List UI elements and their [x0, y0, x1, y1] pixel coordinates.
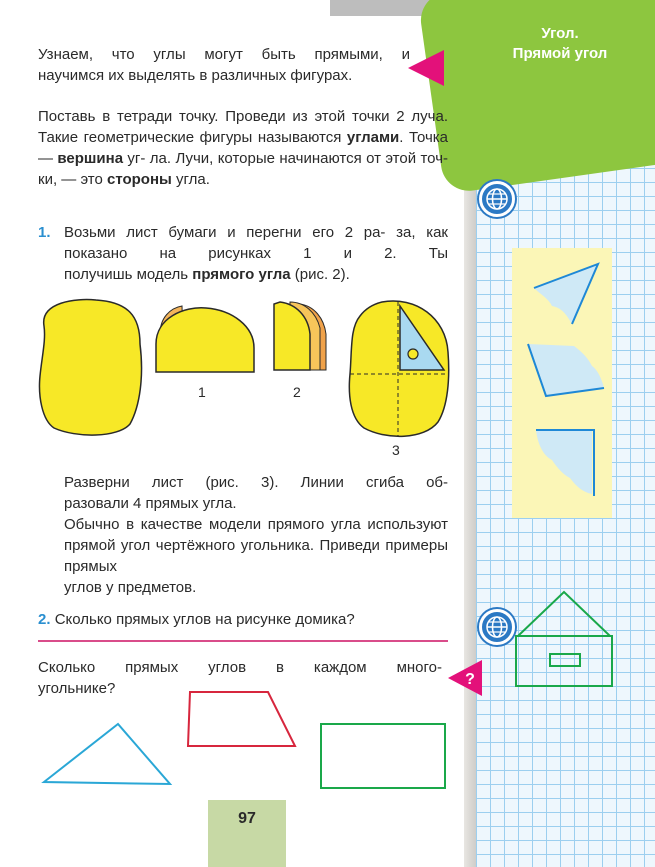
task1-text: Возьми лист бумаги и перегни его 2 ра- за, как показано на рисунках 1 и 2. Ты получишь модель прямого угла (рис. 2).: [64, 224, 448, 283]
pink-triangle-icon: [408, 50, 444, 86]
figure-label-2: 2: [293, 384, 301, 400]
question-text: Сколько прямых углов в каждом много- угольнике?: [38, 659, 442, 697]
sheet-figure: [36, 296, 146, 438]
page-number: 97: [238, 810, 256, 827]
folded-once-figure: [152, 304, 260, 374]
house-figure: [512, 586, 618, 690]
globe-icon[interactable]: [479, 609, 515, 645]
polygons-figure: [40, 688, 450, 788]
task1-number: 1.: [38, 224, 51, 241]
right-angle-models: [512, 248, 612, 518]
svg-text:?: ?: [465, 671, 475, 688]
section-divider: [38, 640, 448, 642]
figure-label-3: 3: [392, 442, 400, 458]
task1-model-text: Обычно в качестве модели прямого угла используют прямой угол чертёжного угольника. Приведи примеры прямых углов у предметов.: [64, 516, 448, 596]
figure-label-1: 1: [198, 384, 206, 400]
question-icon: [448, 660, 484, 696]
intro-text: Узнаем, что углы могут быть прямыми, и научимся их выделять в различных фигурах.: [38, 46, 410, 84]
globe-icon[interactable]: [479, 181, 515, 217]
unfolded-figure: [346, 298, 452, 440]
task1-unfold-text: Разверни лист (рис. 3). Линии сгиба об- разовали 4 прямых угла.: [64, 474, 448, 512]
task2-text: 2. Сколько прямых углов на рисунке домика?: [38, 611, 355, 628]
folded-twice-figure: [270, 298, 330, 374]
definition-text: Поставь в тетради точку. Проведи из этой точки 2 луча. Такие геометрические фигуры называются углами. Точка — вершина уг- ла. Лучи, которые начинаются от этой точ- ки, — это стороны угла.: [38, 108, 449, 188]
header-title: Угол. Прямой угол: [512, 25, 608, 62]
